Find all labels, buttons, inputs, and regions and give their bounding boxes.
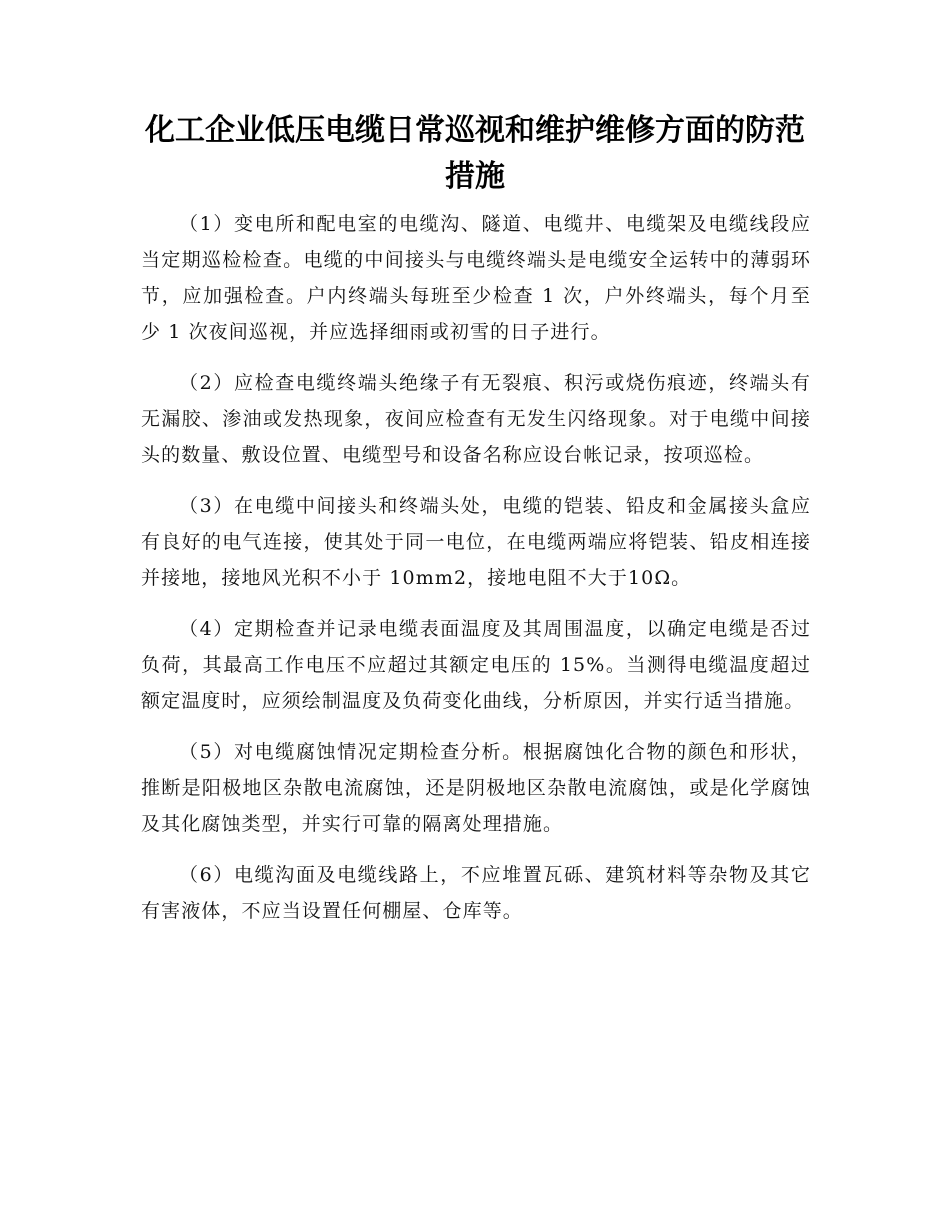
paragraph-5: （5）对电缆腐蚀情况定期检查分析。根据腐蚀化合物的颜色和形状，推断是阳极地区杂散电流腐蚀，还是阴极地区杂散电流腐蚀，或是化学腐蚀及其化腐蚀类型，并实行可靠的隔离处理措施。 bbox=[141, 741, 811, 835]
document-title: 化工企业低压电缆日常巡视和维护维修方面的防范措施 bbox=[145, 113, 805, 194]
paragraph-1: （1）变电所和配电室的电缆沟、隧道、电缆井、电缆架及电缆线段应当定期巡检检查。电缆的中间接头与电缆终端头是电缆安全运转中的薄弱环节，应加强检查。户内终端头每班至少检查 1 次，户外终端头，每个月至少 1 次夜间巡视，并应选择细雨或初雪的日子进行。 bbox=[141, 213, 811, 343]
paragraph-6: （6）电缆沟面及电缆线路上，不应堆置瓦砾、建筑材料等杂物及其它有害液体，不应当设置任何棚屋、仓库等。 bbox=[141, 864, 811, 922]
paragraph-3: （3）在电缆中间接头和终端头处，电缆的铠装、铅皮和金属接头盒应有良好的电气连接，使其处于同一电位，在电缆两端应将铠装、铅皮相连接并接地，接地风光积不小于 10mm2，接地电阻不大于10Ω。 bbox=[141, 495, 811, 589]
document-body bbox=[141, 206, 811, 944]
paragraph-2: （2）应检查电缆终端头绝缘子有无裂痕、积污或烧伤痕迹，终端头有无漏胶、渗油或发热现象，夜间应检查有无发生闪络现象。对于电缆中间接头的数量、敷设位置、电缆型号和设备名称应设台帐记录，按项巡检。 bbox=[141, 372, 811, 466]
paragraph-4: （4）定期检查并记录电缆表面温度及其周围温度，以确定电缆是否过负荷，其最高工作电压不应超过其额定电压的 15%。当测得电缆温度超过额定温度时，应须绘制温度及负荷变化曲线，分析原因，并实行适当措施。 bbox=[141, 618, 811, 712]
